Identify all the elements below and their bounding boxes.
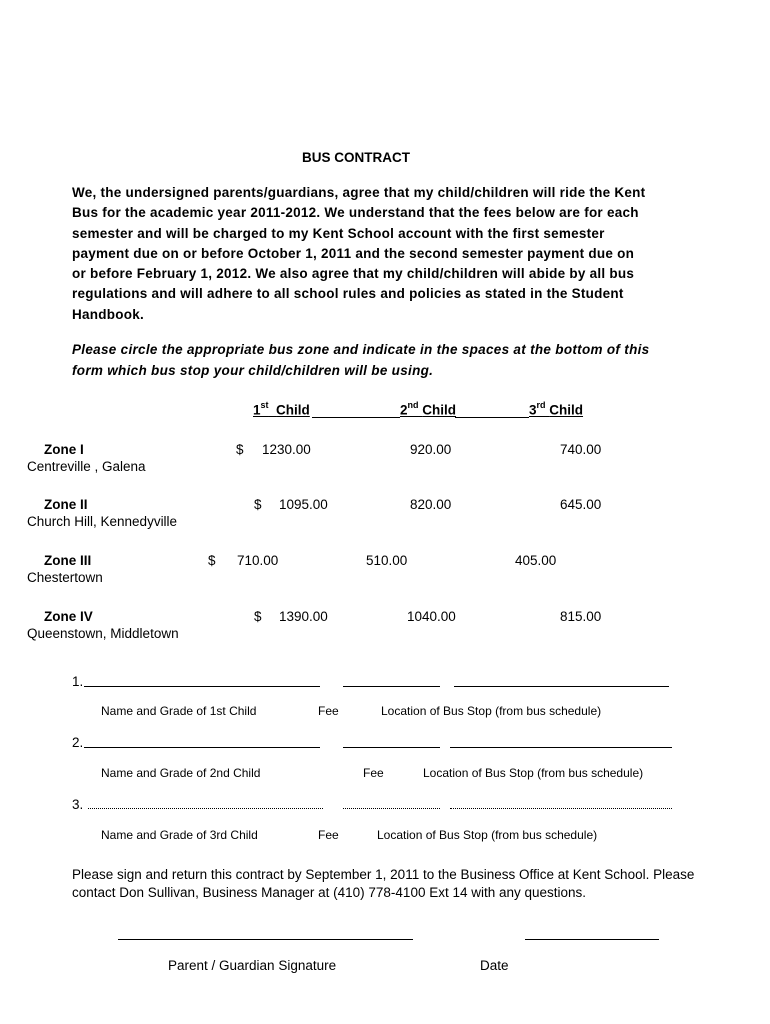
fee-3rd-child: 740.00 (560, 442, 602, 457)
fee-3rd-child: 405.00 (515, 553, 557, 568)
intro-paragraph (72, 183, 684, 325)
closing-line: contact Don Sullivan, Business Manager at (410) 778-4100 Ext 14 with any questions. (72, 884, 587, 900)
page-title: BUS CONTRACT (302, 150, 410, 165)
intro-line: semester and will be charged to my Kent School account with the first semester (72, 225, 605, 241)
fee-3rd-child: 815.00 (560, 609, 602, 624)
currency-symbol: $ (254, 497, 262, 512)
name-grade-field-3[interactable] (88, 808, 323, 809)
intro-line: Bus for the academic year 2011-2012. We understand that the fees below are for each (72, 205, 639, 221)
fee-2nd-child: 510.00 (366, 553, 408, 568)
signature-label: Parent / Guardian Signature (168, 958, 337, 973)
name-grade-label: Name and Grade of 3rd Child (101, 828, 258, 842)
fee-field-2[interactable] (343, 747, 440, 748)
intro-line: Handbook. (72, 306, 144, 322)
fee-1st-child: 1230.00 (262, 442, 311, 457)
zone-towns: Centreville , Galena (27, 459, 146, 474)
intro-line: payment due on or before October 1, 2011 and the second semester payment due on (72, 245, 635, 261)
entry-number: 1. (72, 674, 84, 689)
fee-label: Fee (318, 704, 339, 718)
bus-stop-field-1[interactable] (454, 686, 669, 687)
column-header-1st-child: 1st Child (253, 400, 310, 418)
fee-label: Fee (363, 766, 384, 780)
currency-symbol: $ (208, 553, 216, 568)
name-grade-field-1[interactable] (84, 686, 320, 687)
fee-field-1[interactable] (343, 686, 440, 687)
name-grade-label: Name and Grade of 2nd Child (101, 766, 261, 780)
bus-stop-field-3[interactable] (450, 808, 672, 809)
signature-field[interactable] (118, 939, 413, 940)
bus-stop-label: Location of Bus Stop (from bus schedule) (423, 766, 644, 780)
closing-line: Please sign and return this contract by September 1, 2011 to the Business Office at Kent School. Please (72, 867, 695, 882)
instruction-line: Please circle the appropriate bus zone and indicate in the spaces at the bottom of this (72, 342, 650, 357)
date-field[interactable] (525, 939, 659, 940)
intro-line: regulations and will adhere to all school rules and policies as stated in the Student (72, 286, 624, 302)
instruction-paragraph (72, 340, 649, 381)
date-label: Date (480, 958, 509, 973)
currency-symbol: $ (254, 609, 262, 624)
fee-1st-child: 710.00 (237, 553, 279, 568)
fee-1st-child: 1095.00 (279, 497, 328, 512)
bus-stop-field-2[interactable] (450, 747, 672, 748)
zone-name: Zone II (44, 497, 88, 512)
fee-1st-child: 1390.00 (279, 609, 328, 624)
zone-towns: Church Hill, Kennedyville (27, 514, 178, 529)
bus-stop-label: Location of Bus Stop (from bus schedule) (377, 828, 598, 842)
fee-field-3[interactable] (343, 808, 440, 809)
column-underline (455, 417, 529, 418)
fee-3rd-child: 645.00 (560, 497, 602, 512)
fee-2nd-child: 1040.00 (407, 609, 456, 624)
intro-line: or before February 1, 2012. We also agree that my child/children will abide by all bus (72, 266, 635, 282)
fee-2nd-child: 820.00 (410, 497, 452, 512)
entry-number: 3. (72, 797, 84, 812)
zone-towns: Queenstown, Middletown (27, 626, 179, 641)
column-underline (312, 417, 400, 418)
zone-name: Zone I (44, 442, 84, 457)
closing-paragraph (72, 866, 694, 901)
name-grade-field-2[interactable] (84, 747, 320, 748)
name-grade-label: Name and Grade of 1st Child (101, 704, 257, 718)
zone-name: Zone IV (44, 609, 93, 624)
entry-number: 2. (72, 735, 84, 750)
bus-stop-label: Location of Bus Stop (from bus schedule) (381, 704, 602, 718)
fee-2nd-child: 920.00 (410, 442, 452, 457)
column-header-3rd-child: 3rd Child (529, 400, 584, 418)
currency-symbol: $ (236, 442, 244, 457)
zone-towns: Chestertown (27, 570, 103, 585)
intro-line: We, the undersigned parents/guardians, agree that my child/children will ride the Kent (72, 185, 646, 200)
column-header-2nd-child: 2nd Child (400, 400, 457, 418)
fee-label: Fee (318, 828, 339, 842)
instruction-line: form which bus stop your child/children will be using. (72, 362, 434, 378)
zone-name: Zone III (44, 553, 92, 568)
